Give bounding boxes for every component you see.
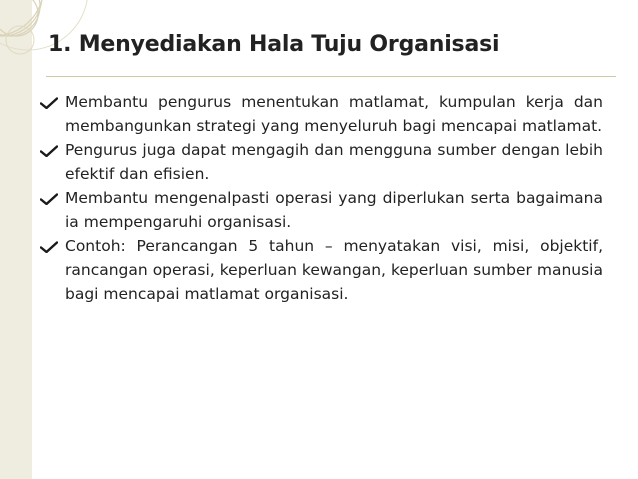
check-mark-icon (40, 145, 58, 157)
bullet-text: Contoh: Perancangan 5 tahun – menyatakan visi, misi, objektif, rancangan operasi, keperluan kewangan, keperluan sumber manusia bagi mencapai matlamat organisasi. (65, 237, 603, 303)
list-item (40, 186, 603, 234)
check-mark-icon (40, 97, 58, 109)
bullet-text: Membantu pengurus menentukan matlamat, kumpulan kerja dan membangunkan strategi yang menyeluruh bagi mencapai matlamat. (65, 93, 603, 135)
list-item (40, 138, 603, 186)
bullet-list (40, 90, 603, 306)
title-divider (46, 76, 616, 77)
slide-title: 1. Menyediakan Hala Tuju Organisasi (48, 32, 500, 57)
check-mark-icon (40, 241, 58, 253)
bullet-text: Pengurus juga dapat mengagih dan mengguna sumber dengan lebih efektif dan efisien. (65, 141, 603, 183)
list-item (40, 234, 603, 306)
check-mark-icon (40, 193, 58, 205)
list-item (40, 90, 603, 138)
bullet-text: Membantu mengenalpasti operasi yang diperlukan serta bagaimana ia mempengaruhi organisasi. (65, 189, 603, 231)
